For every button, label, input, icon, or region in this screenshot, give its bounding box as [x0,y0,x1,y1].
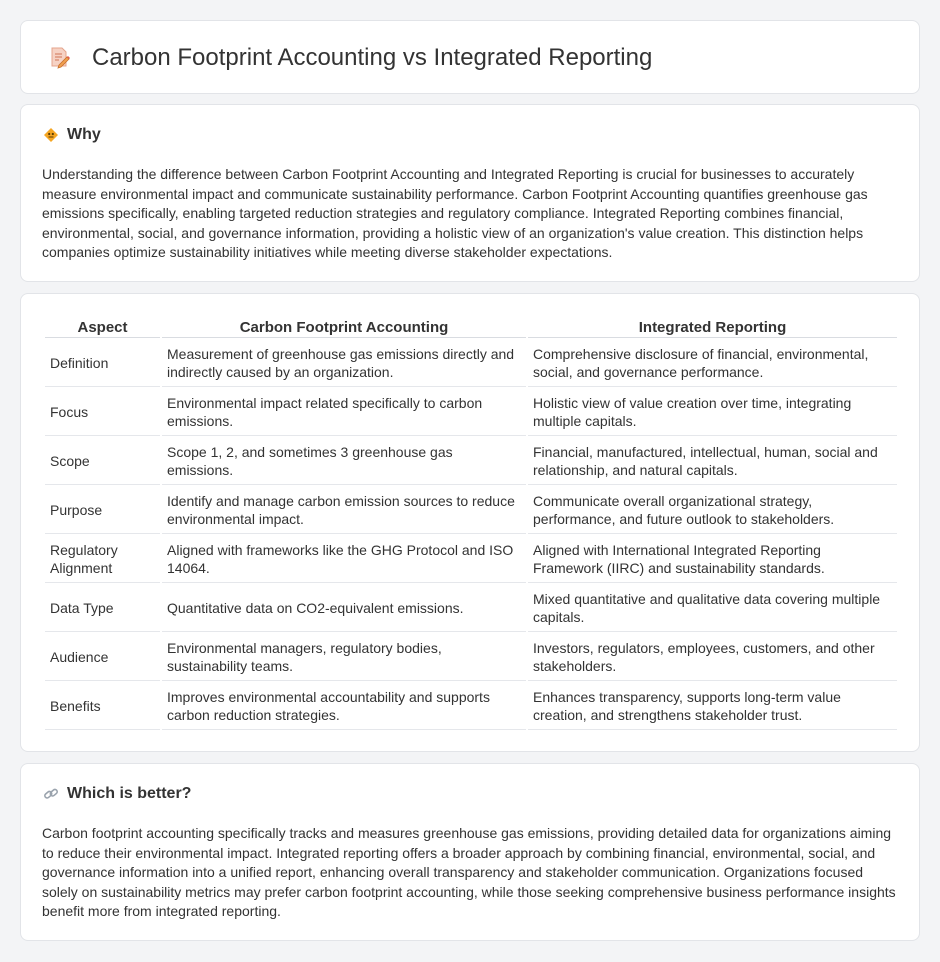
page-title: Carbon Footprint Accounting vs Integrated Reporting [92,44,653,71]
which-is-better-text: Carbon footprint accounting specifically tracks and measures greenhouse gas emissions, providing detailed data for organizations aiming to reduce their environmental impact. Integrated reporting offers a broader approach by combining financial, environmental, social, and governance information into a unified report, enhancing overall transparency and stakeholder communication. Organizations focused solely on sustainability metrics may prefer carbon footprint accounting, while those seeking comprehensive business performance insights benefit more from integrated reporting. [42,825,896,919]
title-card [20,20,920,94]
why-heading-label: Why [67,126,101,143]
row-carbon-footprint-value: Improves environmental accountability and supports carbon reduction strategies. [162,683,526,730]
table-row [45,634,897,681]
row-carbon-footprint-value: Aligned with frameworks like the GHG Protocol and ISO 14064. [162,536,526,583]
table-row [45,340,897,387]
row-carbon-footprint-value: Environmental impact related specifically to carbon emissions. [162,389,526,436]
row-integrated-reporting-value: Comprehensive disclosure of financial, environmental, social, and governance performance. [528,340,897,387]
table-row [45,536,897,583]
comparison-table [43,316,899,732]
document-pencil-icon [47,45,71,69]
row-carbon-footprint-value: Identify and manage carbon emission sources to reduce environmental impact. [162,487,526,534]
row-carbon-footprint-value: Scope 1, 2, and sometimes 3 greenhouse gas emissions. [162,438,526,485]
row-aspect: Focus [45,389,160,436]
diamond-sign-icon [43,127,59,143]
column-header-aspect: Aspect [45,318,160,338]
column-header-carbon-footprint-accounting: Carbon Footprint Accounting [162,318,526,338]
row-aspect: Purpose [45,487,160,534]
table-row [45,585,897,632]
row-integrated-reporting-value: Communicate overall organizational strategy, performance, and future outlook to stakeholders. [528,487,897,534]
table-row [45,683,897,730]
row-integrated-reporting-value: Investors, regulators, employees, customers, and other stakeholders. [528,634,897,681]
which-is-better-heading-label: Which is better? [67,785,192,802]
comparison-section [20,293,920,752]
row-aspect: Data Type [45,585,160,632]
table-row [45,389,897,436]
row-aspect: Definition [45,340,160,387]
row-integrated-reporting-value: Enhances transparency, supports long-term value creation, and strengthens stakeholder trust. [528,683,897,730]
table-row [45,487,897,534]
row-carbon-footprint-value: Quantitative data on CO2-equivalent emissions. [162,585,526,632]
row-carbon-footprint-value: Environmental managers, regulatory bodies, sustainability teams. [162,634,526,681]
link-icon [43,786,59,802]
table-header-row [45,318,897,338]
row-integrated-reporting-value: Financial, manufactured, intellectual, human, social and relationship, and natural capitals. [528,438,897,485]
column-header-integrated-reporting: Integrated Reporting [528,318,897,338]
row-integrated-reporting-value: Holistic view of value creation over time, integrating multiple capitals. [528,389,897,436]
which-is-better-heading [43,785,191,803]
row-aspect: Audience [45,634,160,681]
row-integrated-reporting-value: Aligned with International Integrated Reporting Framework (IIRC) and sustainability standards. [528,536,897,583]
why-heading [43,126,101,144]
row-aspect: Scope [45,438,160,485]
which-is-better-section [20,763,920,941]
why-text: Understanding the difference between Carbon Footprint Accounting and Integrated Reporting is crucial for businesses to accurately measure environmental impact and communicate sustainability performance. Carbon Footprint Accounting quantifies greenhouse gas emissions specifically, enabling targeted reduction strategies and regulatory compliance. Integrated Reporting combines financial, environmental, social, and governance information, providing a holistic view of an organization's value creation. This distinction helps companies optimize sustainability initiatives while meeting diverse stakeholder expectations. [42,166,868,260]
row-aspect: Benefits [45,683,160,730]
table-row [45,438,897,485]
row-carbon-footprint-value: Measurement of greenhouse gas emissions directly and indirectly caused by an organization. [162,340,526,387]
row-integrated-reporting-value: Mixed quantitative and qualitative data covering multiple capitals. [528,585,897,632]
why-section [20,104,920,282]
row-aspect: Regulatory Alignment [45,536,160,583]
